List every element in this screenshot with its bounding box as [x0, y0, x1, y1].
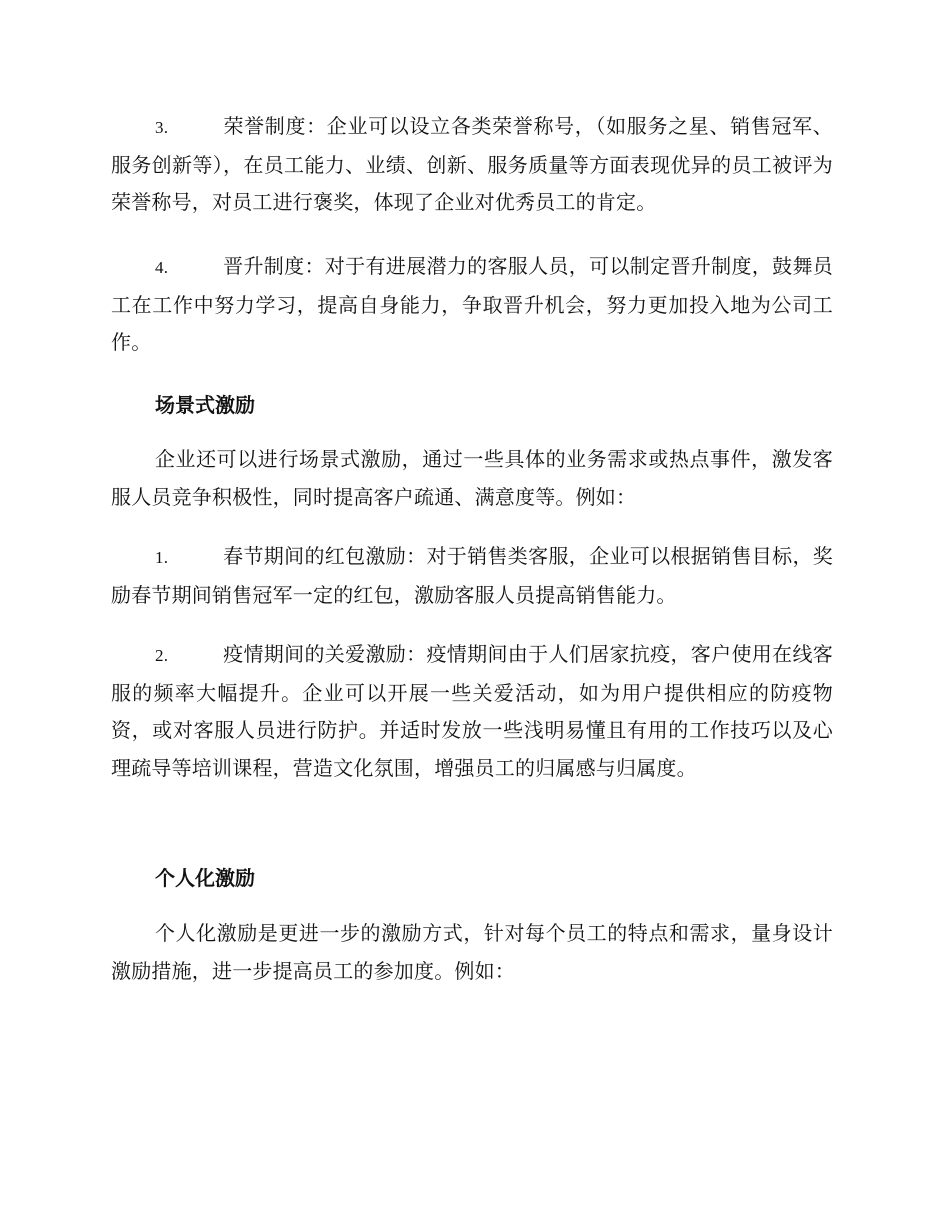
- list-item-epidemic-care: [111, 636, 833, 787]
- list-item-honor: [111, 108, 833, 222]
- list-item-text: 荣誉制度：企业可以设立各类荣誉称号，（如服务之星、销售冠军、服务创新等），在员工能力、业绩、创新、服务质量等方面表现优异的员工被评为荣誉称号，对员工进行褒奖，体现了企业对优秀员工的肯定。: [111, 114, 833, 214]
- list-number: 2.: [155, 646, 169, 665]
- list-number: 3.: [155, 118, 169, 137]
- list-number: 4.: [155, 258, 169, 277]
- paragraph-personal-intro: 个人化激励是更进一步的激励方式，针对每个员工的特点和需求，量身设计激励措施，进一步提高员工的参加度。例如：: [111, 921, 833, 983]
- list-item-spring-festival: [111, 538, 833, 614]
- list-number: 1.: [155, 548, 169, 567]
- list-item-promotion: [111, 248, 833, 362]
- paragraph-scene-intro: 企业还可以进行场景式激励，通过一些具体的业务需求或热点事件，激发客服人员竞争积极性，同时提高客户疏通、满意度等。例如：: [111, 447, 833, 509]
- section-heading-scene: 场景式激励: [155, 393, 255, 417]
- section-heading-personal: 个人化激励: [155, 866, 255, 890]
- list-item-text: 春节期间的红包激励：对于销售类客服，企业可以根据销售目标，奖励春节期间销售冠军一定的红包，激励客服人员提高销售能力。: [111, 544, 833, 607]
- list-item-text: 疫情期间的关爱激励：疫情期间由于人们居家抗疫，客户使用在线客服的频率大幅提升。企业可以开展一些关爱活动，如为用户提供相应的防疫物资，或对客服人员进行防护。并适时发放一些浅明易懂且有用的工作技巧以及心理疏导等培训课程，营造文化氛围，增强员工的归属感与归属度。: [111, 642, 833, 780]
- list-item-text: 晋升制度：对于有进展潜力的客服人员，可以制定晋升制度，鼓舞员工在工作中努力学习，提高自身能力，争取晋升机会，努力更加投入地为公司工作。: [111, 254, 833, 354]
